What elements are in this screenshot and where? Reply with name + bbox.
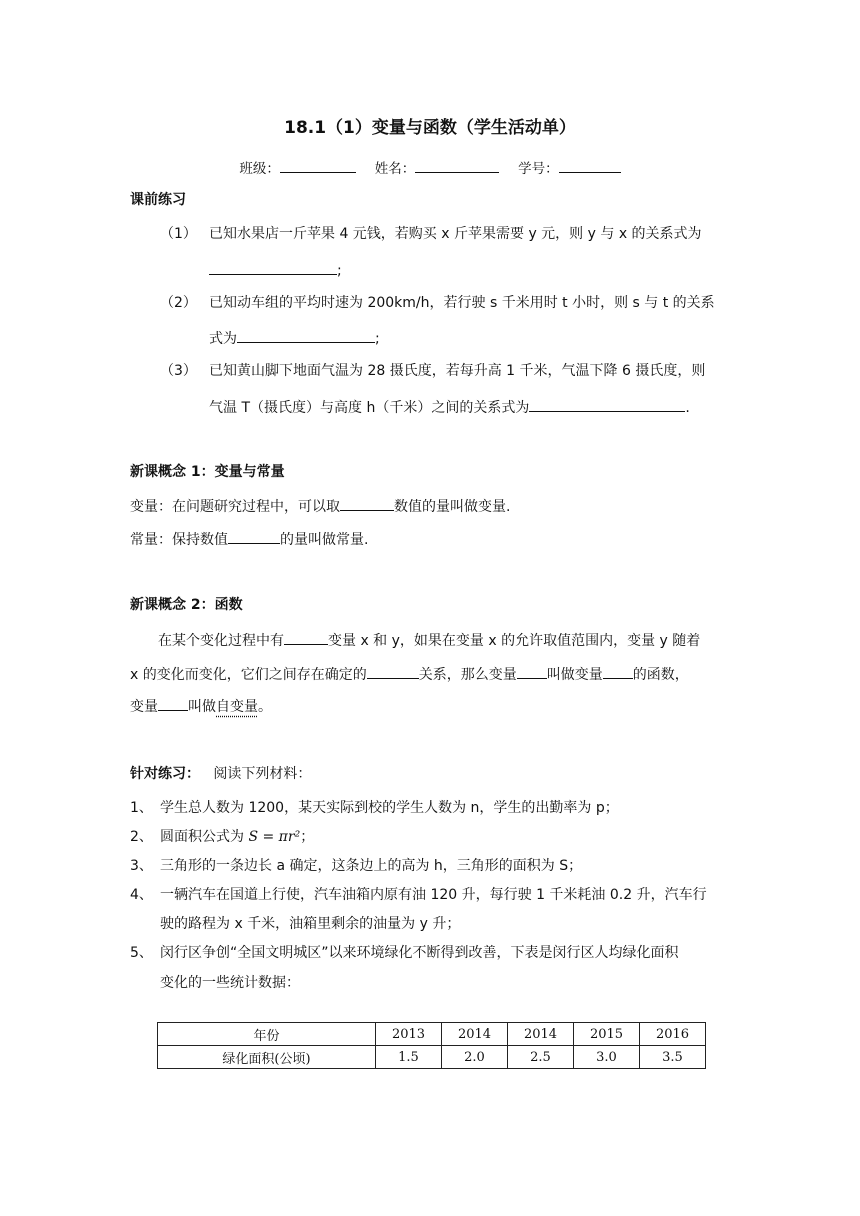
q3-number: （3） [160, 363, 197, 379]
practice-heading: 针对练习： [130, 766, 200, 782]
table-cell: 3.0 [574, 1046, 640, 1069]
item-2-text-b: ； [300, 829, 315, 845]
function-def-line3 [130, 698, 272, 714]
item-1-number: 1、 [130, 800, 153, 816]
func-l2-d: 的函数， [632, 667, 689, 683]
function-def-line2 [130, 666, 689, 682]
name-label: 姓名： [374, 161, 416, 177]
q1-answer-line [209, 262, 342, 278]
item-5-text: 闵行区争创“全国文明城区”以来环境绿化不断得到改善，下表是闵行区人均绿化面积 [160, 945, 679, 961]
q3-line2-start: 气温 T（摄氏度）与高度 h（千米）之间的关系式为 [209, 400, 530, 416]
q1-blank[interactable] [209, 262, 337, 275]
table-cell: 绿化面积(公顷) [158, 1046, 376, 1069]
item-1-text: 学生总人数为 1200，某天实际到校的学生人数为 n，学生的出勤率为 p； [160, 800, 619, 816]
func-blank-1[interactable] [284, 632, 328, 645]
student-id-blank[interactable] [559, 160, 621, 173]
student-info-line [0, 160, 860, 177]
func-l3-d: 。 [258, 699, 272, 715]
item-4-text: 一辆汽车在国道上行使，汽车油箱内原有油 120 升，每行驶 1 千米耗油 0.2 升，汽车行 [160, 887, 707, 903]
item-2-text-a: 圆面积公式为 [160, 829, 244, 845]
concept2-heading: 新课概念 2：函数 [130, 597, 243, 613]
item-3-text: 三角形的一条边长 a 确定，这条边上的高为 h，三角形的面积为 S； [160, 858, 583, 874]
q3-end: . [685, 400, 690, 416]
item-2-number: 2、 [130, 829, 153, 845]
table-row [158, 1046, 706, 1069]
q3-text: 已知黄山脚下地面气温为 28 摄氏度，若每升高 1 千米，气温下降 6 摄氏度，则 [209, 363, 706, 379]
func-blank-5[interactable] [158, 698, 188, 711]
student-id-label: 学号： [518, 161, 559, 177]
concept1-heading: 新课概念 1：变量与常量 [130, 464, 285, 480]
table-header-row [158, 1023, 706, 1046]
func-l1-a: 在某个变化过程中有 [158, 633, 284, 649]
function-def-line1 [158, 632, 700, 648]
func-l3-b: 叫做 [188, 699, 216, 715]
constant-definition [130, 531, 368, 547]
practice-intro: 阅读下列材料： [213, 766, 312, 782]
variable-def-b: 数值的量叫做变量. [394, 499, 511, 515]
independent-variable-term: 自变量 [216, 699, 258, 715]
table-cell: 年份 [158, 1023, 376, 1046]
class-blank[interactable] [280, 160, 356, 173]
q3-blank[interactable] [529, 399, 685, 412]
q2-answer-line [209, 330, 380, 346]
func-l2-b: 关系，那么变量 [418, 667, 517, 683]
table-cell: 2014 [442, 1023, 508, 1046]
table-cell: 2015 [574, 1023, 640, 1046]
circle-area-formula: S = πr² [248, 829, 301, 845]
table-cell: 2014 [508, 1023, 574, 1046]
func-blank-2[interactable] [367, 666, 419, 679]
variable-def-a: 变量：在问题研究过程中，可以取 [130, 499, 340, 515]
table-cell: 1.5 [376, 1046, 442, 1069]
variable-definition [130, 498, 510, 514]
func-blank-3[interactable] [517, 666, 547, 679]
func-l1-b: 变量 x 和 y，如果在变量 x 的允许取值范围内，变量 y 随着 [328, 633, 701, 649]
greening-table [157, 1022, 706, 1069]
func-l3-a: 变量 [130, 699, 158, 715]
table-cell: 3.5 [640, 1046, 706, 1069]
variable-blank[interactable] [340, 498, 394, 511]
constant-def-a: 常量：保持数值 [130, 532, 228, 548]
func-l2-c: 叫做变量 [546, 667, 603, 683]
q1-text: 已知水果店一斤苹果 4 元钱，若购买 x 斤苹果需要 y 元，则 y 与 x 的关系式为 [209, 226, 702, 242]
class-label: 班级： [239, 161, 280, 177]
table-cell: 2016 [640, 1023, 706, 1046]
constant-def-b: 的量叫做常量. [280, 532, 369, 548]
constant-blank[interactable] [228, 531, 280, 544]
name-blank[interactable] [415, 160, 499, 173]
q2-text: 已知动车组的平均时速为 200km/h，若行驶 s 千米用时 t 小时，则 s 与 t 的关系 [209, 295, 715, 311]
page-title: 18.1（1）变量与函数（学生活动单） [284, 118, 576, 138]
item-2-text [160, 830, 314, 844]
q2-line2-start: 式为 [209, 331, 237, 347]
q2-blank[interactable] [237, 330, 375, 343]
table-cell: 2013 [376, 1023, 442, 1046]
item-5-number: 5、 [130, 945, 153, 961]
q2-end: ; [375, 331, 380, 347]
practice-heading-line [130, 767, 311, 781]
item-4-text-line2: 驶的路程为 x 千米，油箱里剩余的油量为 y 升； [160, 916, 461, 932]
q3-answer-line [209, 399, 690, 415]
item-3-number: 3、 [130, 858, 153, 874]
item-5-text-line2: 变化的一些统计数据： [160, 975, 300, 991]
pre-class-heading: 课前练习 [130, 192, 186, 208]
table-cell: 2.5 [508, 1046, 574, 1069]
q1-end: ; [337, 263, 342, 279]
q2-number: （2） [160, 295, 197, 311]
func-blank-4[interactable] [603, 666, 633, 679]
item-4-number: 4、 [130, 887, 153, 903]
func-l2-a: x 的变化而变化，它们之间存在确定的 [130, 667, 367, 683]
table-cell: 2.0 [442, 1046, 508, 1069]
q1-number: （1） [160, 226, 197, 242]
